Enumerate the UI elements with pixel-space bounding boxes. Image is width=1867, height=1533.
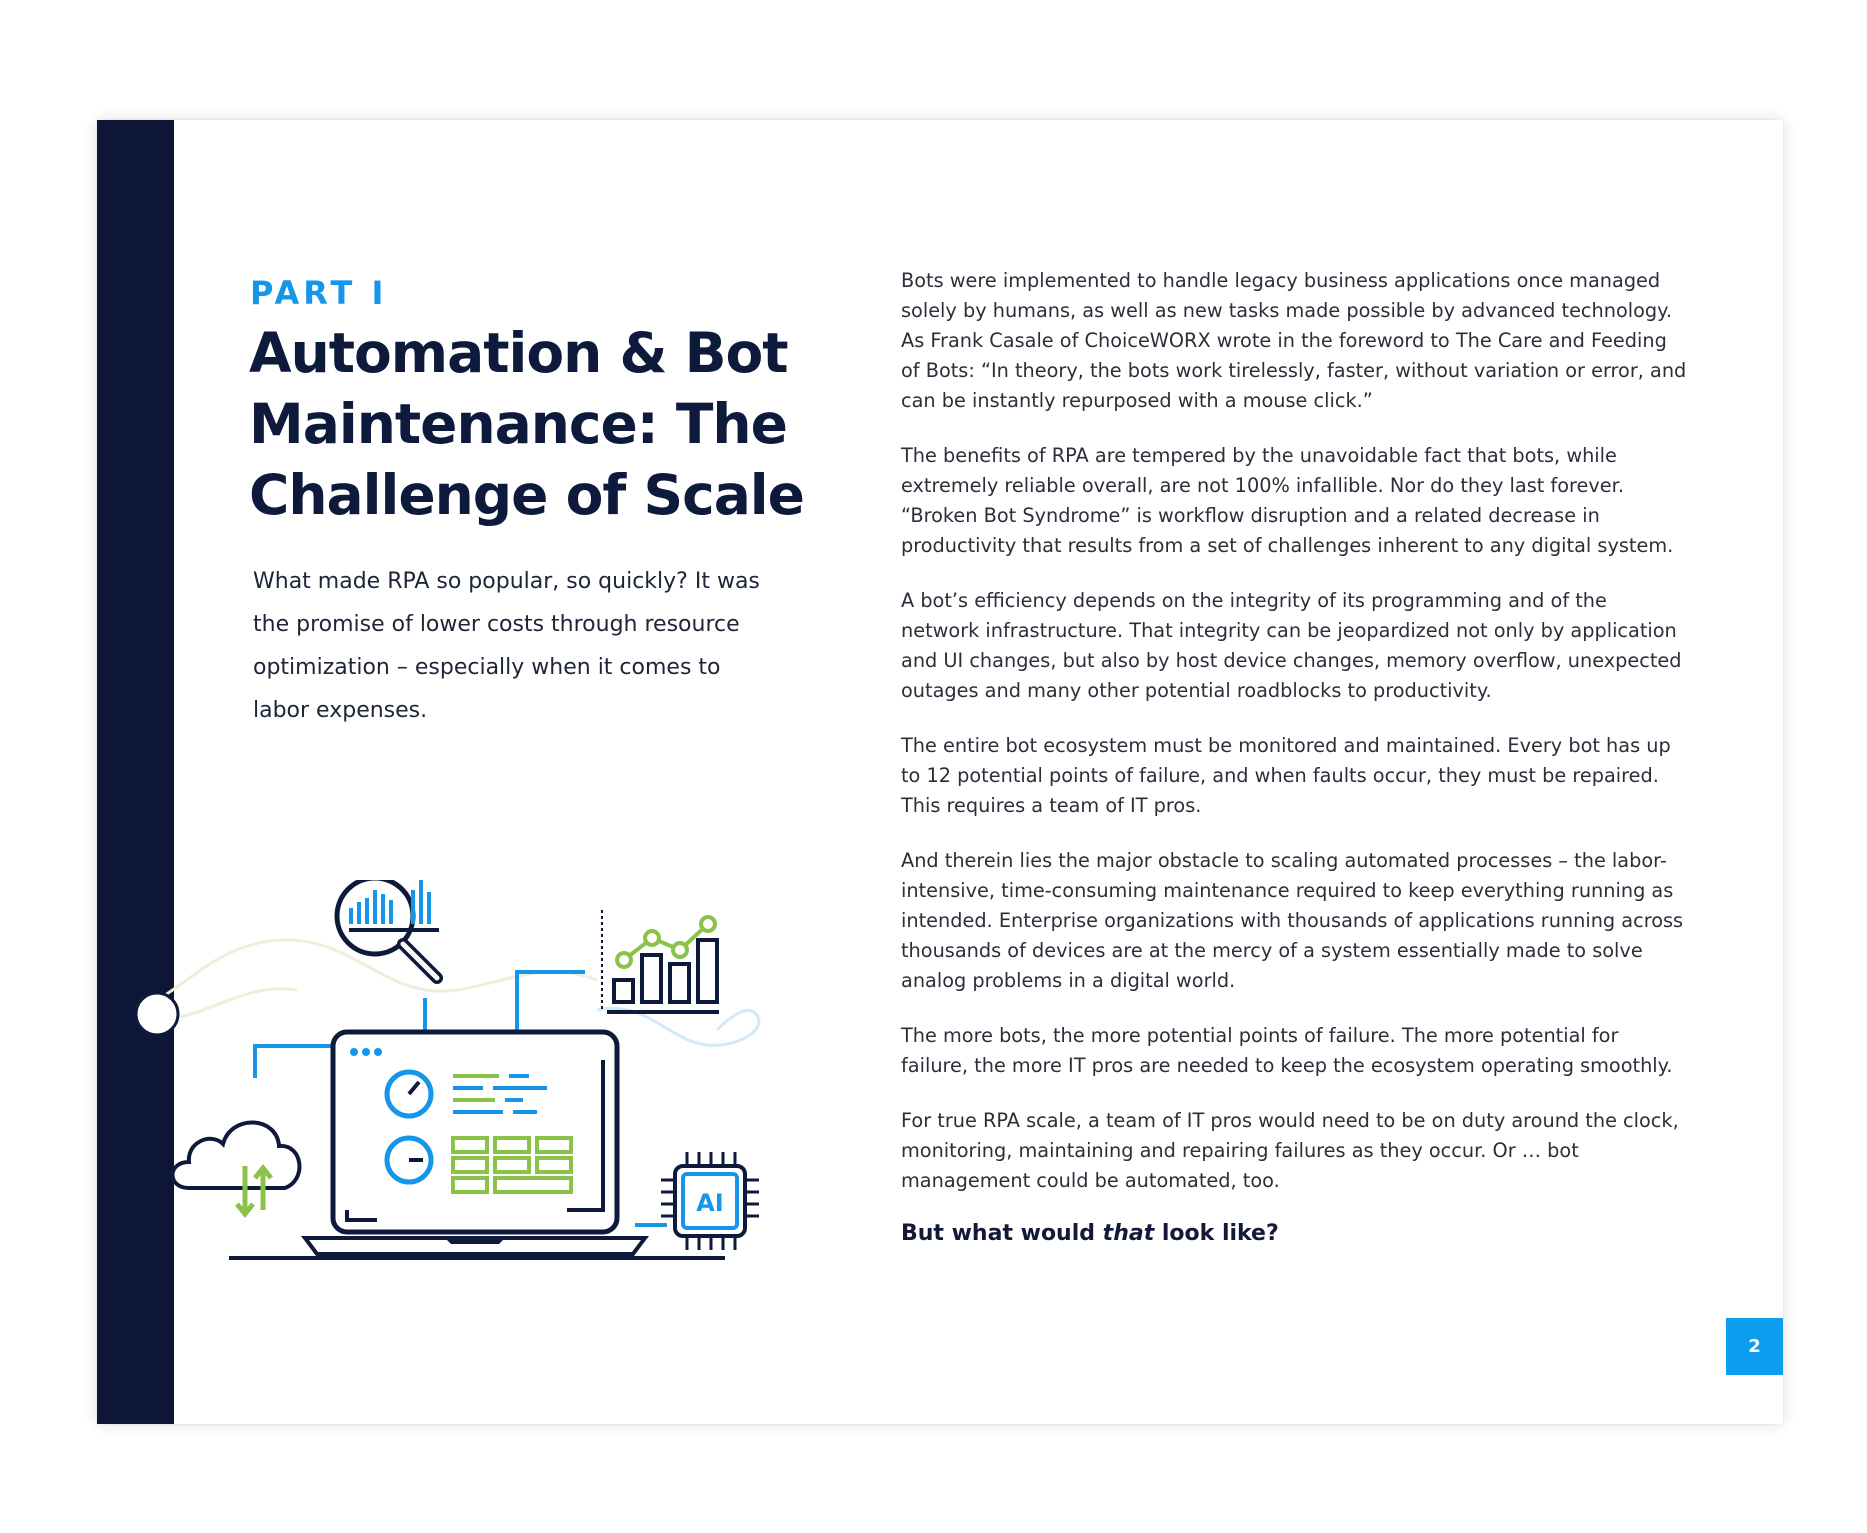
- page-title: Automation & Bot Maintenance: The Challenge of Scale: [249, 321, 804, 527]
- cloud-sync-icon: [173, 1122, 300, 1214]
- magnifier-chart-icon: [337, 880, 439, 978]
- body-column: [901, 266, 1691, 1246]
- ai-chip-icon: [661, 1152, 759, 1250]
- wave-line-decoration: [137, 940, 597, 1010]
- body-paragraph: For true RPA scale, a team of IT pros would need to be on duty around the clock, monitoring, maintaining and repairing failures as they occur. Or … bot management could be automated, too.: [901, 1109, 1679, 1192]
- closing-question-emphasis: that: [1102, 1221, 1155, 1246]
- automation-illustration: [127, 880, 767, 1300]
- body-paragraph: The more bots, the more potential points of failure. The more potential for failure, the more IT pros are needed to keep the ecosystem operating smoothly.: [901, 1024, 1673, 1077]
- closing-question: [901, 1221, 1691, 1246]
- ring-icon: [136, 993, 178, 1035]
- body-paragraph: The entire bot ecosystem must be monitored and maintained. Every bot has up to 12 potential points of failure, and when faults occur, they must be repaired. This requires a team of IT pros.: [901, 734, 1671, 817]
- body-paragraph: Bots were implemented to handle legacy business applications once managed solely by humans, as well as new tasks made possible by advanced technology. As Frank Casale of ChoiceWORX wrote in the foreword to The Care and Feeding of Bots: “In theory, the bots work tirelessly, faster, without variation or error, and can be instantly repurposed with a mouse click.”: [901, 269, 1687, 412]
- closing-question-end: look like?: [1154, 1221, 1279, 1246]
- closing-question-start: But what would: [901, 1221, 1103, 1246]
- page-number: 2: [1726, 1318, 1783, 1375]
- intro-paragraph: What made RPA so popular, so quickly? It was the promise of lower costs through resource optimization – especially when it comes to labor expenses.: [253, 569, 760, 723]
- body-paragraph: A bot’s efficiency depends on the integrity of its programming and of the network infrastructure. That integrity can be jeopardized not only by application and UI changes, but also by host device changes, memory overflow, unexpected outages and many other potential roadblocks to productivity.: [901, 589, 1682, 702]
- body-paragraph: The benefits of RPA are tempered by the unavoidable fact that bots, while extremely reliable overall, are not 100% infallible. Nor do they last forever. “Broken Bot Syndrome” is workflow disruption and a related decrease in productivity that results from a set of challenges inherent to any digital system.: [901, 444, 1674, 557]
- document-page: [97, 120, 1783, 1424]
- part-label: PART I: [250, 274, 388, 312]
- bar-chart-icon: [602, 910, 719, 1012]
- body-paragraph: And therein lies the major obstacle to scaling automated processes – the labor-intensive, time-consuming maintenance required to keep everything running as intended. Enterprise organizations with thousands of applications running across thousands of devices are at the mercy of a system essentially made to solve analog problems in a digital world.: [901, 849, 1684, 992]
- ai-chip-label: AI: [696, 1189, 724, 1217]
